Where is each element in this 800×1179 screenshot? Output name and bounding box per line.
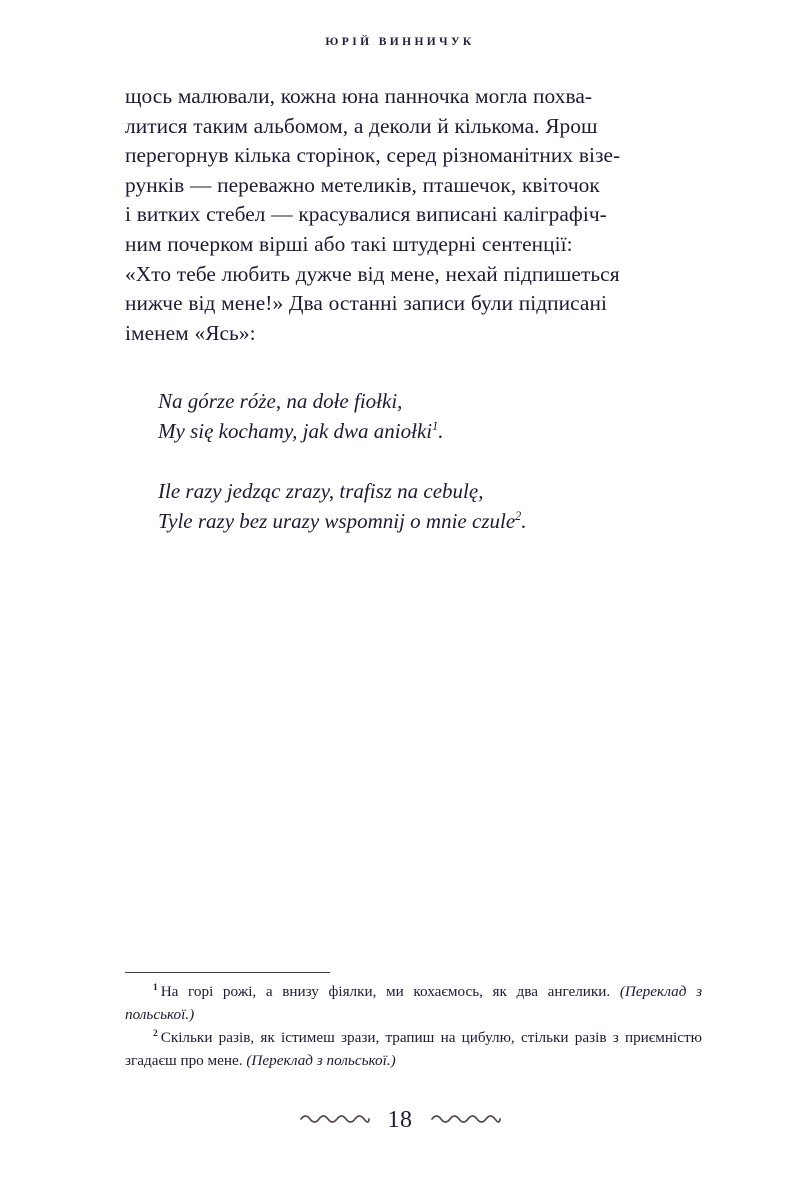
page-number: 18 <box>387 1107 413 1133</box>
footnote-1-translation: (Переклад з польської.) <box>125 983 702 1023</box>
footnote-2-translation: (Переклад з польської.) <box>246 1051 396 1069</box>
footnote-2 <box>125 1027 702 1072</box>
verse-line: My się kochamy, jak dwa aniołki$^1$. <box>158 419 444 444</box>
footnote-separator-rule <box>125 972 330 973</box>
footnote-ref-2[interactable]: 2 <box>515 509 522 524</box>
page-footer <box>0 1107 800 1134</box>
body-line: «Хто тебе любить дужче від мене, нехай підпишеться <box>125 261 620 286</box>
footnote-number-2: 2 <box>153 1028 158 1039</box>
stanza <box>158 386 702 446</box>
body-line: нижче від мене!» Два останні записи були підписані <box>125 291 607 316</box>
footnote-ref-1[interactable]: 1 <box>432 419 439 434</box>
body-line: литися таким альбомом, а деколи й кількома. Ярош <box>125 113 598 138</box>
verse-line: Ile razy jedząc zrazy, trafisz na cebulę, <box>158 479 484 504</box>
footnote-1-text: На горі рожі, а внизу фіялки, ми кохаємось, як два ангелики. <box>160 983 611 1000</box>
verse-line: Na górze róże, na dołe fiołki, <box>158 389 403 414</box>
footnote-2-text: Скільки разів, як істимеш зрази, трапиш на цибулю, стільки разів з приємністю згадаєш про мене. <box>125 1029 702 1069</box>
body-line: рунків — переважно метеликів, пташечок, квіточок <box>125 172 600 197</box>
stanza <box>158 476 702 536</box>
body-paragraph <box>125 82 702 348</box>
body-line: і витких стебел — красувалися виписані каліграфіч- <box>125 202 607 227</box>
ornament-wave-left-icon <box>299 1111 371 1130</box>
footnote-1 <box>125 981 702 1026</box>
text-block <box>125 82 702 536</box>
running-head: ЮРІЙ ВИННИЧУК <box>325 36 475 48</box>
body-line: щось малювали, кожна юна панночка могла похва- <box>125 84 593 108</box>
verse-block <box>125 386 702 536</box>
body-line: ним почерком вірші або такі штудерні сентенції: <box>125 231 573 256</box>
verse-line: Tyle razy bez urazy wspomnij o mnie czule$^2$. <box>158 509 527 534</box>
ornament-wave-right-icon <box>430 1111 502 1130</box>
footnote-number-1: 1 <box>153 982 158 993</box>
body-line: іменем «Ясь»: <box>125 320 256 345</box>
body-line: перегорнув кілька сторінок, серед різноманітних візе- <box>125 143 621 168</box>
footnotes-area <box>125 972 702 1072</box>
